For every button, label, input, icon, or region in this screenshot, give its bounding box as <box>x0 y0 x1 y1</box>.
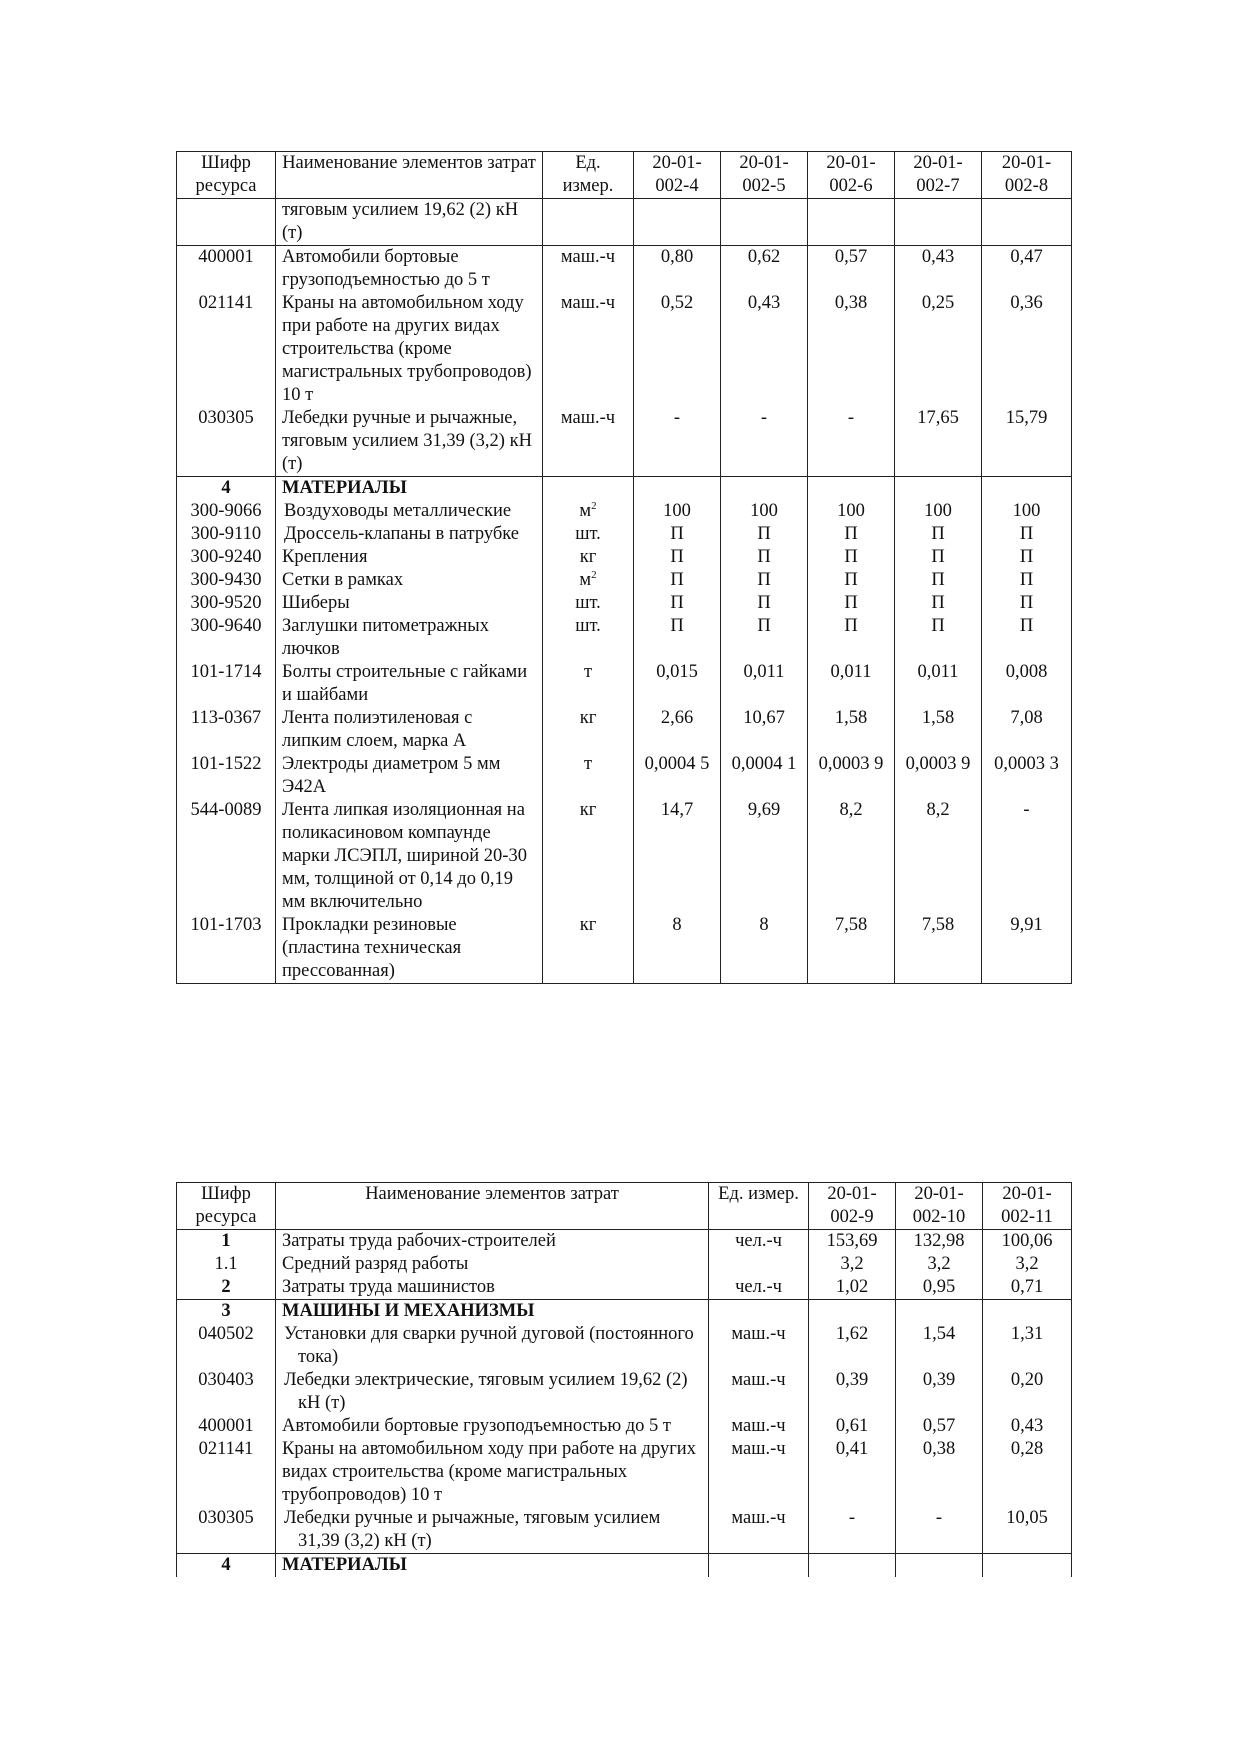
resource-code: 300-9066 <box>177 500 276 523</box>
value-cell: П <box>634 523 721 546</box>
table-row <box>177 523 1072 546</box>
table-row <box>177 292 1072 407</box>
unit-cell <box>543 799 634 914</box>
table-row <box>177 592 1072 615</box>
unit-cell <box>543 592 634 615</box>
value-cell: 0,95 <box>896 1276 983 1300</box>
value-cell: 1,02 <box>809 1276 896 1300</box>
value-cell: П <box>982 523 1072 546</box>
value-cell: 0,38 <box>896 1438 983 1507</box>
value-cell: 0,57 <box>808 246 895 293</box>
value-cell: 0,61 <box>809 1415 896 1438</box>
resource-name: Краны на автомобильном ходу при работе на других видах строительства (кроме магистральных трубопроводов) 10 т <box>276 292 543 407</box>
resource-name: Установки для сварки ручной дуговой (постоянного тока) <box>276 1323 709 1369</box>
value-cell <box>809 1300 896 1324</box>
table-row <box>177 546 1072 569</box>
unit-text: чел.-ч <box>735 1277 782 1297</box>
resource-name: тяговым усилием 19,62 (2) кН (т) <box>276 199 543 246</box>
unit-cell <box>709 1507 809 1554</box>
value-cell: - <box>809 1507 896 1554</box>
resource-code: 2 <box>177 1276 276 1300</box>
resource-code: 030403 <box>177 1369 276 1415</box>
resource-name: Краны на автомобильном ходу при работе на других видах строительства (кроме магистральных трубопроводов) 10 т <box>276 1438 709 1507</box>
resource-code: 544-0089 <box>177 799 276 914</box>
resource-name: МАТЕРИАЛЫ <box>276 1554 709 1578</box>
value-cell: - <box>721 407 808 477</box>
value-cell: П <box>895 546 982 569</box>
resource-name: Болты строительные с гайками и шайбами <box>276 661 543 707</box>
unit-text: маш.-ч <box>731 1416 786 1436</box>
value-cell <box>808 477 895 501</box>
resource-code: 101-1714 <box>177 661 276 707</box>
value-cell: П <box>895 592 982 615</box>
value-cell: П <box>982 546 1072 569</box>
resource-name: Лебедки ручные и рычажные, тяговым усилием 31,39 (3,2) кН (т) <box>276 407 543 477</box>
value-cell: 0,0003 3 <box>982 753 1072 799</box>
value-cell: П <box>634 546 721 569</box>
value-cell <box>896 1300 983 1324</box>
table-row <box>177 914 1072 984</box>
unit-superscript: 2 <box>591 568 597 581</box>
value-cell <box>895 477 982 501</box>
value-cell: 0,36 <box>982 292 1072 407</box>
value-cell: 3,2 <box>896 1253 983 1276</box>
header-row <box>177 1183 1072 1230</box>
table-row <box>177 199 1072 246</box>
table-row <box>177 1253 1072 1276</box>
value-cell: 1,58 <box>808 707 895 753</box>
unit-text: шт. <box>575 524 601 544</box>
value-cell: 100 <box>982 500 1072 523</box>
value-cell: 1,58 <box>895 707 982 753</box>
value-cell <box>809 1554 896 1578</box>
unit-cell <box>709 1300 809 1324</box>
column-header: 20-01-002-10 <box>896 1183 983 1230</box>
column-header: Шифр ресурса <box>177 1183 276 1230</box>
resource-name: Заглушки питометражных лючков <box>276 615 543 661</box>
value-cell: П <box>721 523 808 546</box>
table-row <box>177 1369 1072 1415</box>
table-row <box>177 799 1072 914</box>
unit-text: т <box>583 662 593 682</box>
table-row <box>177 477 1072 501</box>
unit-text: шт. <box>575 616 601 636</box>
value-cell: 0,80 <box>634 246 721 293</box>
value-cell <box>983 1300 1072 1324</box>
table-row <box>177 1276 1072 1300</box>
value-cell: - <box>808 407 895 477</box>
value-cell: 0,015 <box>634 661 721 707</box>
value-cell: П <box>895 569 982 592</box>
value-cell <box>808 199 895 246</box>
value-cell <box>982 199 1072 246</box>
value-cell: 153,69 <box>809 1230 896 1254</box>
unit-text: маш.-ч <box>560 293 616 313</box>
table-row <box>177 1438 1072 1507</box>
column-header: Наименование элементов затрат <box>276 1183 709 1230</box>
resource-code: 021141 <box>177 292 276 407</box>
value-cell: 8,2 <box>895 799 982 914</box>
value-cell: 8,2 <box>808 799 895 914</box>
table-row <box>177 1230 1072 1254</box>
value-cell: 0,0003 9 <box>895 753 982 799</box>
value-cell: П <box>895 615 982 661</box>
value-cell: 100 <box>634 500 721 523</box>
value-cell: П <box>982 592 1072 615</box>
column-header: 20-01-002-4 <box>634 152 721 199</box>
value-cell: 9,91 <box>982 914 1072 984</box>
value-cell <box>895 199 982 246</box>
table-row <box>177 1507 1072 1554</box>
resource-name: Сетки в рамках <box>276 569 543 592</box>
unit-text: маш.-ч <box>731 1324 786 1344</box>
value-cell: П <box>721 569 808 592</box>
unit-text: кг <box>579 915 597 935</box>
value-cell: П <box>808 523 895 546</box>
value-cell: 14,7 <box>634 799 721 914</box>
resource-name: Лебедки ручные и рычажные, тяговым усилием 31,39 (3,2) кН (т) <box>276 1507 709 1554</box>
unit-text: маш.-ч <box>731 1439 786 1459</box>
resource-table-1 <box>176 151 1072 984</box>
value-cell: 0,28 <box>983 1438 1072 1507</box>
value-cell: 7,58 <box>808 914 895 984</box>
resource-code: 1.1 <box>177 1253 276 1276</box>
value-cell: П <box>721 592 808 615</box>
value-cell: 10,05 <box>983 1507 1072 1554</box>
unit-cell <box>543 546 634 569</box>
value-cell: 7,58 <box>895 914 982 984</box>
value-cell <box>982 477 1072 501</box>
unit-cell <box>543 500 634 523</box>
value-cell: 0,71 <box>983 1276 1072 1300</box>
value-cell: 100,06 <box>983 1230 1072 1254</box>
column-header: 20-01-002-6 <box>808 152 895 199</box>
value-cell: П <box>808 592 895 615</box>
column-header: Шифр ресурса <box>177 152 276 199</box>
unit-cell <box>543 477 634 501</box>
unit-cell <box>543 914 634 984</box>
value-cell: 0,011 <box>721 661 808 707</box>
column-header: 20-01-002-11 <box>983 1183 1072 1230</box>
value-cell: П <box>721 615 808 661</box>
resource-code: 040502 <box>177 1323 276 1369</box>
resource-name: МАШИНЫ И МЕХАНИЗМЫ <box>276 1300 709 1324</box>
value-cell <box>634 199 721 246</box>
table-row <box>177 1300 1072 1324</box>
value-cell: П <box>634 615 721 661</box>
column-header: 20-01-002-8 <box>982 152 1072 199</box>
value-cell: 0,39 <box>809 1369 896 1415</box>
column-header: 20-01-002-7 <box>895 152 982 199</box>
value-cell <box>721 477 808 501</box>
unit-text: шт. <box>575 593 601 613</box>
value-cell: - <box>896 1507 983 1554</box>
unit-cell <box>543 661 634 707</box>
value-cell: 0,43 <box>721 292 808 407</box>
resource-name: Шиберы <box>276 592 543 615</box>
value-cell: 2,66 <box>634 707 721 753</box>
unit-cell <box>543 707 634 753</box>
resource-code: 400001 <box>177 246 276 293</box>
resource-name: Лента полиэтиленовая с липким слоем, марка А <box>276 707 543 753</box>
header-row <box>177 152 1072 199</box>
resource-code: 300-9640 <box>177 615 276 661</box>
resource-name: Затраты труда рабочих-строителей <box>276 1230 709 1254</box>
value-cell: 1,62 <box>809 1323 896 1369</box>
unit-text: чел.-ч <box>735 1231 782 1251</box>
resource-code: 400001 <box>177 1415 276 1438</box>
value-cell: 0,20 <box>983 1369 1072 1415</box>
resource-code: 101-1522 <box>177 753 276 799</box>
resource-code: 4 <box>177 1554 276 1578</box>
resource-name: Электроды диаметром 5 мм Э42А <box>276 753 543 799</box>
value-cell: 3,2 <box>983 1253 1072 1276</box>
unit-cell <box>543 523 634 546</box>
value-cell: 100 <box>808 500 895 523</box>
unit-cell <box>709 1554 809 1578</box>
value-cell: - <box>982 799 1072 914</box>
unit-cell <box>709 1230 809 1254</box>
column-header: Наименование элементов затрат <box>276 152 543 199</box>
resource-name: Средний разряд работы <box>276 1253 709 1276</box>
unit-cell <box>543 407 634 477</box>
value-cell: 3,2 <box>809 1253 896 1276</box>
value-cell: 100 <box>721 500 808 523</box>
value-cell: 100 <box>895 500 982 523</box>
resource-name: Прокладки резиновые (пластина техническая прессованная) <box>276 914 543 984</box>
value-cell: 0,47 <box>982 246 1072 293</box>
unit-text: кг <box>579 708 597 728</box>
table-2-body <box>177 1183 1072 1578</box>
table-row <box>177 569 1072 592</box>
value-cell <box>721 199 808 246</box>
table-1-body <box>177 152 1072 984</box>
unit-cell <box>709 1276 809 1300</box>
value-cell: 8 <box>721 914 808 984</box>
resource-code: 4 <box>177 477 276 501</box>
value-cell: 0,38 <box>808 292 895 407</box>
value-cell: 0,57 <box>896 1415 983 1438</box>
value-cell: 132,98 <box>896 1230 983 1254</box>
value-cell: 1,31 <box>983 1323 1072 1369</box>
value-cell: 1,54 <box>896 1323 983 1369</box>
value-cell: 0,011 <box>895 661 982 707</box>
value-cell: 9,69 <box>721 799 808 914</box>
table-row <box>177 1415 1072 1438</box>
table-row <box>177 661 1072 707</box>
resource-name: Автомобили бортовые грузоподъемностью до 5 т <box>276 246 543 293</box>
value-cell: 0,39 <box>896 1369 983 1415</box>
resource-name: Дроссель-клапаны в патрубке <box>276 523 543 546</box>
value-cell: 17,65 <box>895 407 982 477</box>
unit-text: маш.-ч <box>560 247 616 267</box>
unit-cell <box>709 1415 809 1438</box>
column-header: 20-01-002-5 <box>721 152 808 199</box>
unit-text: маш.-ч <box>731 1508 786 1528</box>
value-cell: 0,25 <box>895 292 982 407</box>
table-row <box>177 753 1072 799</box>
resource-code: 1 <box>177 1230 276 1254</box>
column-header: 20-01-002-9 <box>809 1183 896 1230</box>
resource-name: Автомобили бортовые грузоподъемностью до 5 т <box>276 1415 709 1438</box>
unit-cell <box>709 1253 809 1276</box>
unit-cell <box>543 615 634 661</box>
unit-cell <box>543 292 634 407</box>
value-cell <box>634 477 721 501</box>
value-cell: 0,008 <box>982 661 1072 707</box>
table-row <box>177 500 1072 523</box>
column-header: Ед. измер. <box>709 1183 809 1230</box>
resource-name: Крепления <box>276 546 543 569</box>
table-row <box>177 707 1072 753</box>
value-cell: 0,52 <box>634 292 721 407</box>
table-row <box>177 407 1072 477</box>
resource-code: 021141 <box>177 1438 276 1507</box>
unit-cell <box>709 1323 809 1369</box>
value-cell: 0,011 <box>808 661 895 707</box>
unit-superscript: 2 <box>591 499 597 512</box>
value-cell: П <box>721 546 808 569</box>
unit-cell <box>709 1369 809 1415</box>
value-cell: 0,62 <box>721 246 808 293</box>
value-cell: - <box>634 407 721 477</box>
value-cell: 15,79 <box>982 407 1072 477</box>
value-cell <box>983 1554 1072 1578</box>
resource-code <box>177 199 276 246</box>
resource-code: 3 <box>177 1300 276 1324</box>
value-cell: П <box>634 592 721 615</box>
value-cell: П <box>634 569 721 592</box>
value-cell: 0,0003 9 <box>808 753 895 799</box>
resource-name: МАТЕРИАЛЫ <box>276 477 543 501</box>
resource-code: 101-1703 <box>177 914 276 984</box>
resource-name: Воздуховоды металлические <box>276 500 543 523</box>
resource-name: Лебедки электрические, тяговым усилием 19,62 (2) кН (т) <box>276 1369 709 1415</box>
value-cell: П <box>808 569 895 592</box>
value-cell: 8 <box>634 914 721 984</box>
unit-cell <box>543 569 634 592</box>
resource-code: 300-9110 <box>177 523 276 546</box>
table-row <box>177 246 1072 293</box>
resource-name: Лента липкая изоляционная на поликасиновом компаунде марки ЛСЭПЛ, шириной 20-30 мм, толщиной от 0,14 до 0,19 мм включительно <box>276 799 543 914</box>
table-row <box>177 1554 1072 1578</box>
unit-text: м <box>579 570 592 590</box>
unit-text: т <box>583 754 593 774</box>
value-cell: П <box>808 546 895 569</box>
value-cell: 0,0004 5 <box>634 753 721 799</box>
resource-code: 113-0367 <box>177 707 276 753</box>
value-cell <box>896 1554 983 1578</box>
unit-cell <box>543 246 634 293</box>
unit-text: маш.-ч <box>731 1370 786 1390</box>
value-cell: 0,41 <box>809 1438 896 1507</box>
table-row <box>177 615 1072 661</box>
value-cell: П <box>895 523 982 546</box>
table-row <box>177 1323 1072 1369</box>
resource-table-2 <box>176 1182 1072 1577</box>
resource-code: 030305 <box>177 407 276 477</box>
unit-cell <box>709 1438 809 1507</box>
resource-name: Затраты труда машинистов <box>276 1276 709 1300</box>
unit-text: кг <box>579 547 597 567</box>
value-cell: 10,67 <box>721 707 808 753</box>
unit-text: маш.-ч <box>560 408 616 428</box>
unit-text: кг <box>579 800 597 820</box>
value-cell: 0,43 <box>895 246 982 293</box>
resource-code: 300-9240 <box>177 546 276 569</box>
value-cell: 7,08 <box>982 707 1072 753</box>
unit-text: м <box>579 501 592 521</box>
value-cell: 0,0004 1 <box>721 753 808 799</box>
value-cell: П <box>982 569 1072 592</box>
value-cell: П <box>808 615 895 661</box>
value-cell: П <box>982 615 1072 661</box>
column-header: Ед. измер. <box>543 152 634 199</box>
unit-cell <box>543 199 634 246</box>
value-cell: 0,43 <box>983 1415 1072 1438</box>
resource-code: 300-9520 <box>177 592 276 615</box>
resource-code: 300-9430 <box>177 569 276 592</box>
resource-code: 030305 <box>177 1507 276 1554</box>
unit-cell <box>543 753 634 799</box>
